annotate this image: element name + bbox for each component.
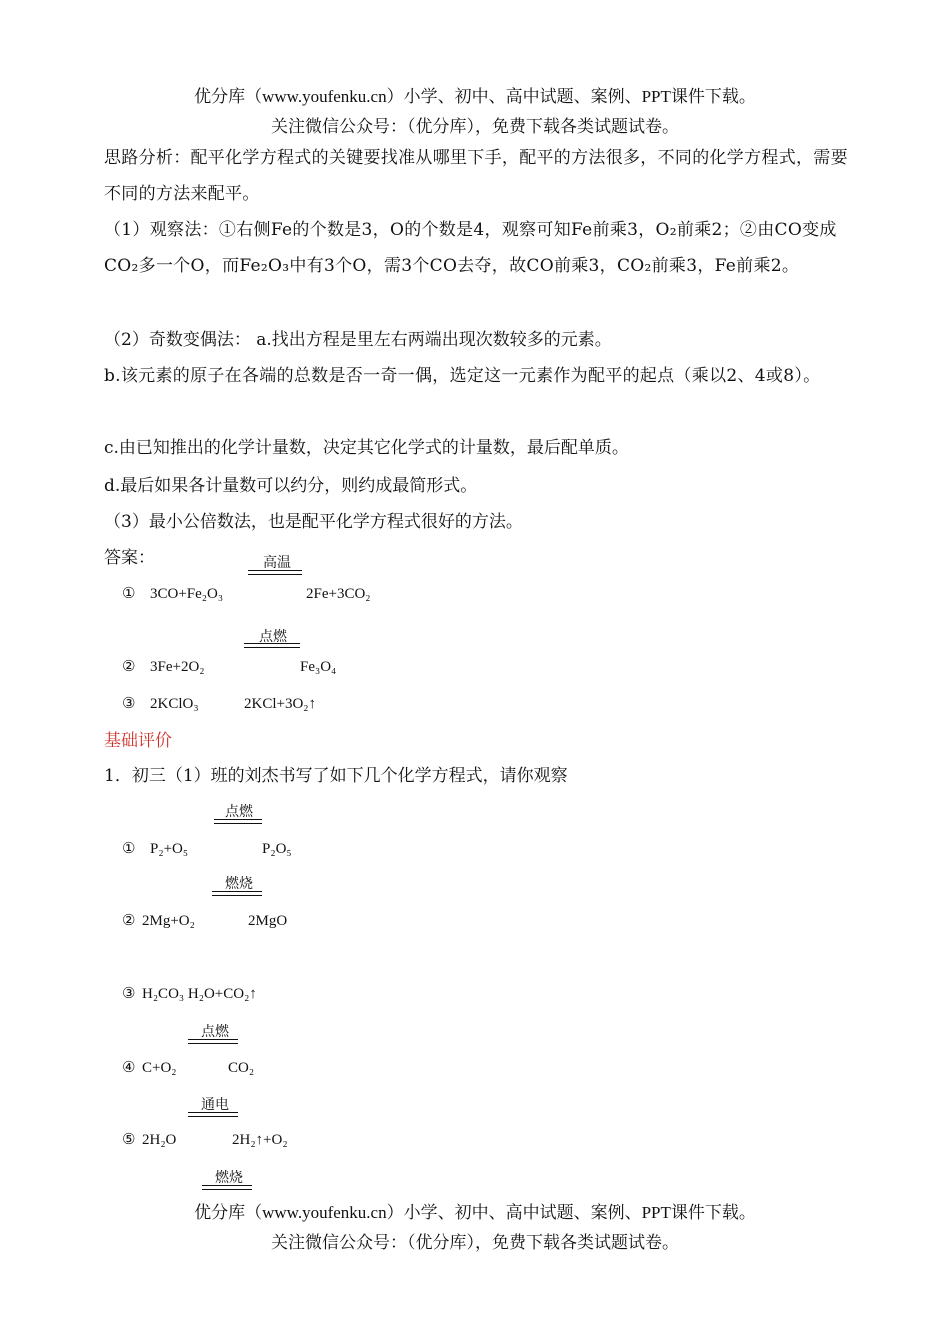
basic-eq5-left: 2H₂O [142, 1132, 177, 1148]
basic-eq3-number: ③ [122, 986, 136, 1002]
basic-eq1-number: ① [122, 841, 136, 857]
basic-eq2-left: 2Mg+O₂ [142, 913, 195, 929]
equation-bar [244, 647, 300, 648]
equation-bar [202, 1189, 252, 1190]
answer-eq3-right: 2KCl+3O₂↑ [244, 696, 317, 712]
equation-bar [212, 895, 262, 896]
condition-label: 燃烧 [215, 1170, 243, 1186]
condition-label: 燃烧 [225, 876, 253, 892]
question-1: 1．初三（1）班的刘杰书写了如下几个化学方程式，请你观察 [104, 766, 568, 786]
equation-bar [244, 643, 300, 644]
equation-bar [188, 1043, 238, 1044]
analysis-intro: 思路分析：配平化学方程式的关键要找准从哪里下手，配平的方法很多，不同的化学方程式，需要不同的方法来配平。 [104, 148, 848, 204]
condition-label: 通电 [201, 1097, 229, 1113]
method-lcm: （3）最小公倍数法，也是配平化学方程式很好的方法。 [104, 512, 523, 532]
condition-label: 点燃 [225, 804, 253, 820]
footer-line-2: 关注微信公众号：（优分库），免费下载各类试题试卷。 [271, 1233, 679, 1252]
step-d: d.最后如果各计量数可以约分，则约成最简形式。 [104, 476, 478, 496]
answer-eq1-number: ① [122, 586, 136, 602]
equation-bar [188, 1039, 238, 1040]
answer-eq1-left: 3CO+Fe₂O₃ [150, 586, 224, 602]
answer-eq1-right: 2Fe+3CO₂ [306, 586, 371, 602]
equation-bar [202, 1185, 252, 1186]
basic-eq1-right: P₂O₅ [262, 841, 292, 857]
answer-eq3-left: 2KClO₃ [150, 696, 199, 712]
basic-eq5-number: ⑤ [122, 1132, 136, 1148]
answer-eq3-number: ③ [122, 696, 136, 712]
step-c: c.由已知推出的化学计量数，决定其它化学式的计量数，最后配单质。 [104, 438, 629, 458]
basic-eq4-number: ④ [122, 1060, 136, 1076]
basic-eq1-left: P₂+O₅ [150, 841, 189, 857]
method-observation: （1）观察法：①右侧Fe的个数是3，O的个数是4，观察可知Fe前乘3，O₂前乘2；②由CO变成CO₂多一个O，而Fe₂O₃中有3个O，需3个CO去夺，故CO前乘3，CO₂前乘3，Fe前乘2。 [104, 220, 837, 276]
basic-eq2-number: ② [122, 913, 136, 929]
footer-line-1: 优分库（www.youfenku.cn）小学、初中、高中试题、案例、PPT课件下载。 [194, 1203, 756, 1222]
equation-bar [248, 574, 302, 575]
answer-label: 答案： [104, 548, 155, 568]
basic-eq2-right: 2MgO [248, 913, 288, 929]
section-title: 基础评价 [104, 731, 172, 751]
method-odd-even: （2）奇数变偶法： a.找出方程是里左右两端出现次数较多的元素。 [104, 330, 612, 350]
header-line-2: 关注微信公众号：（优分库），免费下载各类试题试卷。 [271, 117, 679, 136]
equation-bar [214, 823, 262, 824]
condition-label: 点燃 [259, 629, 287, 645]
basic-eq4-right: CO₂ [228, 1060, 255, 1076]
equation-bar [248, 570, 302, 571]
equation-bar [214, 819, 262, 820]
equation-bar [188, 1116, 238, 1117]
basic-eq3-text: H₂CO₃ H₂O+CO₂↑ [142, 986, 257, 1002]
equation-bar [188, 1112, 238, 1113]
basic-eq5-right: 2H₂↑+O₂ [232, 1132, 288, 1148]
answer-eq2-number: ② [122, 659, 136, 675]
basic-eq4-left: C+O₂ [142, 1060, 177, 1076]
step-b: b.该元素的原子在各端的总数是否一奇一偶，选定这一元素作为配平的起点（乘以2、4或8）。 [104, 366, 821, 386]
answer-eq2-right: Fe₃O₄ [300, 659, 337, 675]
header-line-1: 优分库（www.youfenku.cn）小学、初中、高中试题、案例、PPT课件下载。 [194, 87, 756, 106]
condition-label: 高温 [263, 555, 291, 571]
answer-eq2-left: 3Fe+2O₂ [150, 659, 205, 675]
condition-label: 点燃 [201, 1024, 229, 1040]
equation-bar [212, 891, 262, 892]
